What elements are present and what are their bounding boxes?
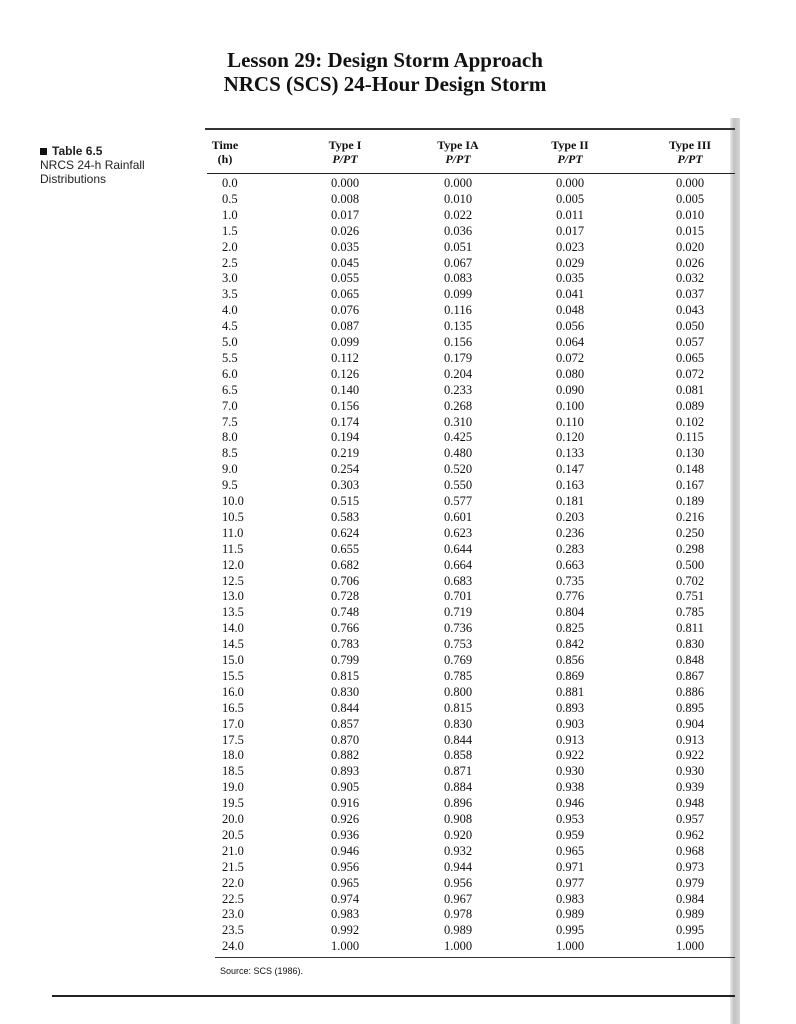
ratio-cell: 0.022 bbox=[443, 207, 473, 222]
ratio-cell: 0.029 bbox=[555, 255, 585, 270]
ratio-cell: 0.857 bbox=[330, 716, 360, 731]
ratio-cell: 0.203 bbox=[555, 509, 585, 524]
ratio-cell: 0.735 bbox=[555, 573, 585, 588]
ratio-cell: 0.965 bbox=[555, 843, 585, 858]
column-unit: (h) bbox=[217, 152, 233, 166]
time-cell: 6.0 bbox=[222, 366, 238, 381]
time-cell: 6.5 bbox=[222, 382, 238, 397]
ratio-cell: 0.601 bbox=[443, 509, 473, 524]
scan-page-edge bbox=[730, 118, 740, 1024]
ratio-cell: 0.064 bbox=[555, 335, 585, 349]
ratio-cell: 0.858 bbox=[443, 748, 473, 763]
ratio-cell: 1.000 bbox=[330, 939, 360, 954]
ratio-cell: 0.844 bbox=[443, 732, 473, 747]
column-header bbox=[200, 138, 250, 166]
ratio-cell: 0.140 bbox=[330, 382, 360, 397]
ratio-cell: 0.956 bbox=[443, 875, 473, 890]
time-cell: 1.0 bbox=[222, 207, 238, 222]
time-cell: 17.0 bbox=[222, 716, 244, 731]
ratio-cell: 0.181 bbox=[555, 494, 585, 508]
ratio-cell: 1.000 bbox=[555, 939, 585, 954]
ratio-cell: 0.893 bbox=[555, 700, 585, 715]
time-cell: 9.0 bbox=[222, 462, 238, 477]
ratio-cell: 0.882 bbox=[330, 748, 360, 763]
ratio-cell: 0.135 bbox=[443, 319, 473, 334]
time-cell: 0.0 bbox=[222, 176, 238, 190]
ratio-cell: 0.830 bbox=[330, 684, 360, 699]
ratio-cell: 0.130 bbox=[675, 446, 705, 461]
ratio-cell: 0.815 bbox=[443, 700, 473, 715]
ratio-cell: 0.005 bbox=[675, 191, 705, 206]
ratio-cell: 0.216 bbox=[675, 509, 705, 524]
ratio-cell: 0.932 bbox=[443, 843, 473, 858]
ratio-cell: 0.989 bbox=[555, 907, 585, 922]
ratio-cell: 0.156 bbox=[443, 335, 473, 349]
ratio-cell: 0.072 bbox=[555, 350, 585, 365]
column-name: Type II bbox=[551, 138, 589, 152]
table-bottom-rule bbox=[215, 957, 735, 958]
table-source: Source: SCS (1986). bbox=[220, 966, 304, 976]
ratio-cell: 0.017 bbox=[330, 207, 360, 222]
ratio-cell: 0.480 bbox=[443, 446, 473, 461]
ratio-cell: 0.989 bbox=[443, 923, 473, 938]
time-cell: 23.5 bbox=[222, 923, 244, 938]
ratio-cell: 0.856 bbox=[555, 653, 585, 667]
time-cell: 9.5 bbox=[222, 478, 238, 493]
time-cell: 15.0 bbox=[222, 653, 244, 667]
ratio-cell: 0.753 bbox=[443, 637, 473, 652]
ratio-cell: 0.081 bbox=[675, 382, 705, 397]
time-cell: 10.5 bbox=[222, 509, 244, 524]
ratio-cell: 0.298 bbox=[675, 541, 705, 556]
table-description: NRCS 24-h Rainfall Distributions bbox=[40, 158, 145, 186]
table-label: Table 6.5 bbox=[52, 144, 103, 158]
ratio-cell: 0.946 bbox=[330, 843, 360, 858]
ratio-cell: 0.995 bbox=[675, 923, 705, 938]
ratio-cell: 0.871 bbox=[443, 764, 473, 779]
ratio-cell: 0.032 bbox=[675, 271, 705, 286]
ratio-cell: 0.100 bbox=[555, 398, 585, 413]
ratio-cell: 0.825 bbox=[555, 621, 585, 636]
ratio-cell: 0.706 bbox=[330, 573, 360, 588]
ratio-cell: 0.035 bbox=[330, 239, 360, 254]
ratio-cell: 0.041 bbox=[555, 287, 585, 302]
time-cell: 3.5 bbox=[222, 287, 238, 302]
ratio-cell: 0.065 bbox=[330, 287, 360, 302]
ratio-cell: 0.283 bbox=[555, 541, 585, 556]
ratio-cell: 0.102 bbox=[675, 414, 705, 429]
ratio-cell: 0.219 bbox=[330, 446, 360, 461]
ratio-cell: 0.174 bbox=[330, 414, 360, 429]
ratio-cell: 0.500 bbox=[675, 557, 705, 572]
time-cell: 16.0 bbox=[222, 684, 244, 699]
ratio-cell: 0.000 bbox=[330, 176, 360, 190]
ratio-cell: 0.965 bbox=[330, 875, 360, 890]
ratio-cell: 0.682 bbox=[330, 557, 360, 572]
time-cell: 10.0 bbox=[222, 494, 244, 508]
ratio-cell: 0.133 bbox=[555, 446, 585, 461]
ratio-cell: 0.520 bbox=[443, 462, 473, 477]
ratio-cell: 0.848 bbox=[675, 653, 705, 667]
ratio-cell: 0.623 bbox=[443, 525, 473, 540]
ratio-cell: 0.233 bbox=[443, 382, 473, 397]
ratio-cell: 0.971 bbox=[555, 859, 585, 874]
ratio-cell: 0.974 bbox=[330, 891, 360, 906]
time-cell: 18.0 bbox=[222, 748, 244, 763]
table-header-rule bbox=[207, 173, 735, 174]
ratio-cell: 0.015 bbox=[675, 223, 705, 238]
time-cell: 16.5 bbox=[222, 700, 244, 715]
ratio-cell: 0.977 bbox=[555, 875, 585, 890]
ratio-cell: 0.783 bbox=[330, 637, 360, 652]
ratio-cell: 0.995 bbox=[555, 923, 585, 938]
time-cell: 17.5 bbox=[222, 732, 244, 747]
ratio-cell: 0.026 bbox=[675, 255, 705, 270]
ratio-cell: 1.000 bbox=[675, 939, 705, 954]
ratio-cell: 0.254 bbox=[330, 462, 360, 477]
time-cell: 2.0 bbox=[222, 239, 238, 254]
ratio-cell: 0.728 bbox=[330, 589, 360, 604]
ratio-cell: 0.644 bbox=[443, 541, 473, 556]
time-cell: 8.5 bbox=[222, 446, 238, 461]
ratio-cell: 0.005 bbox=[555, 191, 585, 206]
time-cell: 18.5 bbox=[222, 764, 244, 779]
time-cell: 11.0 bbox=[222, 525, 244, 540]
ratio-cell: 0.048 bbox=[555, 303, 585, 318]
time-cell: 19.5 bbox=[222, 796, 244, 811]
column-header bbox=[540, 138, 600, 166]
ratio-cell: 0.026 bbox=[330, 223, 360, 238]
ratio-cell: 0.926 bbox=[330, 812, 360, 826]
ratio-cell: 0.037 bbox=[675, 287, 705, 302]
ratio-cell: 0.867 bbox=[675, 668, 705, 683]
ratio-cell: 0.751 bbox=[675, 589, 705, 604]
ratio-cell: 0.800 bbox=[443, 684, 473, 699]
ratio-cell: 0.992 bbox=[330, 923, 360, 938]
page-title: Lesson 29: Design Storm Approach bbox=[227, 48, 543, 72]
column-name: Type III bbox=[668, 138, 712, 152]
ratio-cell: 0.922 bbox=[555, 748, 585, 763]
ratio-cell: 0.983 bbox=[330, 907, 360, 922]
ratio-cell: 0.785 bbox=[675, 605, 705, 620]
ratio-cell: 0.962 bbox=[675, 827, 705, 842]
ratio-cell: 0.010 bbox=[443, 191, 473, 206]
ratio-cell: 0.701 bbox=[443, 589, 473, 604]
ratio-cell: 0.080 bbox=[555, 366, 585, 381]
ratio-cell: 0.115 bbox=[676, 430, 704, 445]
time-cell: 4.0 bbox=[222, 303, 238, 318]
ratio-cell: 0.583 bbox=[330, 509, 360, 524]
ratio-cell: 0.903 bbox=[555, 716, 585, 731]
ratio-cell: 0.067 bbox=[443, 255, 473, 270]
ratio-cell: 0.055 bbox=[330, 271, 360, 286]
ratio-cell: 0.776 bbox=[555, 589, 585, 604]
ratio-cell: 0.051 bbox=[443, 239, 473, 254]
ratio-cell: 0.870 bbox=[330, 732, 360, 747]
ratio-cell: 0.083 bbox=[443, 271, 473, 286]
column-name: Time bbox=[211, 138, 239, 152]
ratio-cell: 0.425 bbox=[443, 430, 473, 445]
ratio-cell: 0.076 bbox=[330, 303, 360, 318]
ratio-cell: 0.904 bbox=[675, 716, 705, 731]
ratio-cell: 0.515 bbox=[330, 494, 360, 508]
page-rule bbox=[52, 995, 735, 997]
ratio-cell: 0.956 bbox=[330, 859, 360, 874]
ratio-cell: 0.984 bbox=[675, 891, 705, 906]
ratio-cell: 0.120 bbox=[555, 430, 585, 445]
ratio-cell: 0.936 bbox=[330, 827, 360, 842]
ratio-cell: 0.959 bbox=[555, 827, 585, 842]
ratio-cell: 0.983 bbox=[555, 891, 585, 906]
ratio-cell: 0.804 bbox=[555, 605, 585, 620]
ratio-cell: 0.089 bbox=[675, 398, 705, 413]
time-cell: 12.0 bbox=[222, 557, 244, 572]
ratio-cell: 0.683 bbox=[443, 573, 473, 588]
column-header bbox=[660, 138, 720, 166]
ratio-cell: 0.913 bbox=[675, 732, 705, 747]
ratio-cell: 0.624 bbox=[330, 525, 360, 540]
column-unit: P/PT bbox=[677, 152, 703, 166]
time-cell: 20.0 bbox=[222, 812, 244, 826]
ratio-cell: 0.842 bbox=[555, 637, 585, 652]
ratio-cell: 0.310 bbox=[443, 414, 473, 429]
ratio-cell: 0.663 bbox=[555, 557, 585, 572]
ratio-cell: 0.011 bbox=[556, 207, 584, 222]
ratio-cell: 0.303 bbox=[330, 478, 360, 493]
time-cell: 21.0 bbox=[222, 843, 244, 858]
ratio-cell: 0.167 bbox=[675, 478, 705, 493]
ratio-cell: 0.930 bbox=[675, 764, 705, 779]
ratio-cell: 0.036 bbox=[443, 223, 473, 238]
ratio-cell: 0.035 bbox=[555, 271, 585, 286]
ratio-cell: 0.010 bbox=[675, 207, 705, 222]
ratio-cell: 0.979 bbox=[675, 875, 705, 890]
column-unit: P/PT bbox=[332, 152, 358, 166]
ratio-cell: 0.020 bbox=[675, 239, 705, 254]
ratio-cell: 0.000 bbox=[555, 176, 585, 190]
ratio-cell: 0.944 bbox=[443, 859, 473, 874]
ratio-cell: 0.913 bbox=[555, 732, 585, 747]
ratio-cell: 0.968 bbox=[675, 843, 705, 858]
ratio-cell: 0.236 bbox=[555, 525, 585, 540]
ratio-cell: 0.967 bbox=[443, 891, 473, 906]
ratio-cell: 0.916 bbox=[330, 796, 360, 811]
ratio-cell: 0.189 bbox=[675, 494, 705, 508]
ratio-cell: 0.815 bbox=[330, 668, 360, 683]
ratio-cell: 0.000 bbox=[675, 176, 705, 190]
time-cell: 7.0 bbox=[222, 398, 238, 413]
ratio-cell: 0.830 bbox=[443, 716, 473, 731]
time-cell: 3.0 bbox=[222, 271, 238, 286]
ratio-cell: 0.736 bbox=[443, 621, 473, 636]
time-cell: 19.0 bbox=[222, 780, 244, 795]
ratio-cell: 0.099 bbox=[330, 335, 360, 349]
ratio-cell: 0.766 bbox=[330, 621, 360, 636]
ratio-cell: 0.893 bbox=[330, 764, 360, 779]
ratio-cell: 0.163 bbox=[555, 478, 585, 493]
ratio-cell: 0.179 bbox=[443, 350, 473, 365]
ratio-cell: 0.702 bbox=[675, 573, 705, 588]
ratio-cell: 0.938 bbox=[555, 780, 585, 795]
ratio-cell: 0.664 bbox=[443, 557, 473, 572]
ratio-cell: 0.577 bbox=[443, 494, 473, 508]
ratio-cell: 0.946 bbox=[555, 796, 585, 811]
ratio-cell: 0.811 bbox=[676, 621, 704, 636]
time-cell: 5.0 bbox=[222, 335, 238, 349]
ratio-cell: 0.920 bbox=[443, 827, 473, 842]
ratio-cell: 0.896 bbox=[443, 796, 473, 811]
ratio-cell: 0.043 bbox=[675, 303, 705, 318]
ratio-cell: 0.799 bbox=[330, 653, 360, 667]
ratio-cell: 0.785 bbox=[443, 668, 473, 683]
time-cell: 2.5 bbox=[222, 255, 238, 270]
ratio-cell: 0.930 bbox=[555, 764, 585, 779]
column-name: Type IA bbox=[437, 138, 479, 152]
ratio-cell: 0.065 bbox=[675, 350, 705, 365]
ratio-cell: 0.922 bbox=[675, 748, 705, 763]
ratio-cell: 0.023 bbox=[555, 239, 585, 254]
column-header bbox=[428, 138, 488, 166]
ratio-cell: 0.905 bbox=[330, 780, 360, 795]
ratio-cell: 0.989 bbox=[675, 907, 705, 922]
time-cell: 14.5 bbox=[222, 637, 244, 652]
time-cell: 20.5 bbox=[222, 827, 244, 842]
ratio-cell: 0.830 bbox=[675, 637, 705, 652]
ratio-cell: 0.250 bbox=[675, 525, 705, 540]
ratio-cell: 0.057 bbox=[675, 335, 705, 349]
time-cell: 13.0 bbox=[222, 589, 244, 604]
ratio-cell: 0.655 bbox=[330, 541, 360, 556]
ratio-cell: 0.045 bbox=[330, 255, 360, 270]
ratio-cell: 0.719 bbox=[443, 605, 473, 620]
time-cell: 5.5 bbox=[222, 350, 238, 365]
ratio-cell: 0.156 bbox=[330, 398, 360, 413]
table-top-rule bbox=[205, 128, 735, 130]
ratio-cell: 0.957 bbox=[675, 812, 705, 826]
ratio-cell: 0.116 bbox=[444, 303, 472, 318]
ratio-cell: 0.050 bbox=[675, 319, 705, 334]
ratio-cell: 0.884 bbox=[443, 780, 473, 795]
ratio-cell: 0.000 bbox=[443, 176, 473, 190]
ratio-cell: 0.204 bbox=[443, 366, 473, 381]
time-cell: 21.5 bbox=[222, 859, 244, 874]
ratio-cell: 0.550 bbox=[443, 478, 473, 493]
time-cell: 13.5 bbox=[222, 605, 244, 620]
ratio-cell: 0.939 bbox=[675, 780, 705, 795]
time-cell: 22.5 bbox=[222, 891, 244, 906]
time-cell: 1.5 bbox=[222, 223, 238, 238]
time-cell: 12.5 bbox=[222, 573, 244, 588]
ratio-cell: 1.000 bbox=[443, 939, 473, 954]
ratio-cell: 0.099 bbox=[443, 287, 473, 302]
ratio-cell: 0.126 bbox=[330, 366, 360, 381]
ratio-cell: 0.017 bbox=[555, 223, 585, 238]
ratio-cell: 0.844 bbox=[330, 700, 360, 715]
time-cell: 24.0 bbox=[222, 939, 244, 954]
ratio-cell: 0.869 bbox=[555, 668, 585, 683]
time-cell: 8.0 bbox=[222, 430, 238, 445]
ratio-cell: 0.769 bbox=[443, 653, 473, 667]
column-unit: P/PT bbox=[445, 152, 471, 166]
ratio-cell: 0.090 bbox=[555, 382, 585, 397]
ratio-cell: 0.978 bbox=[443, 907, 473, 922]
time-cell: 4.5 bbox=[222, 319, 238, 334]
time-cell: 0.5 bbox=[222, 191, 238, 206]
ratio-cell: 0.072 bbox=[675, 366, 705, 381]
ratio-cell: 0.895 bbox=[675, 700, 705, 715]
ratio-cell: 0.953 bbox=[555, 812, 585, 826]
time-cell: 11.5 bbox=[222, 541, 244, 556]
column-header bbox=[315, 138, 375, 166]
page-subtitle: NRCS (SCS) 24-Hour Design Storm bbox=[223, 72, 547, 96]
ratio-cell: 0.948 bbox=[675, 796, 705, 811]
column-unit: P/PT bbox=[557, 152, 583, 166]
ratio-cell: 0.087 bbox=[330, 319, 360, 334]
ratio-cell: 0.908 bbox=[443, 812, 473, 826]
ratio-cell: 0.268 bbox=[443, 398, 473, 413]
ratio-cell: 0.886 bbox=[675, 684, 705, 699]
time-cell: 15.5 bbox=[222, 668, 244, 683]
time-cell: 7.5 bbox=[222, 414, 238, 429]
ratio-cell: 0.147 bbox=[555, 462, 585, 477]
ratio-cell: 0.112 bbox=[331, 350, 359, 365]
ratio-cell: 0.973 bbox=[675, 859, 705, 874]
ratio-cell: 0.748 bbox=[330, 605, 360, 620]
time-cell: 22.0 bbox=[222, 875, 244, 890]
ratio-cell: 0.110 bbox=[556, 414, 584, 429]
ratio-cell: 0.148 bbox=[675, 462, 705, 477]
ratio-cell: 0.008 bbox=[330, 191, 360, 206]
ratio-cell: 0.194 bbox=[330, 430, 360, 445]
column-name: Type I bbox=[328, 138, 362, 152]
time-cell: 23.0 bbox=[222, 907, 244, 922]
table-caption bbox=[40, 144, 160, 186]
bullet-square-icon bbox=[40, 148, 47, 155]
ratio-cell: 0.881 bbox=[555, 684, 585, 699]
ratio-cell: 0.056 bbox=[555, 319, 585, 334]
time-cell: 14.0 bbox=[222, 621, 244, 636]
